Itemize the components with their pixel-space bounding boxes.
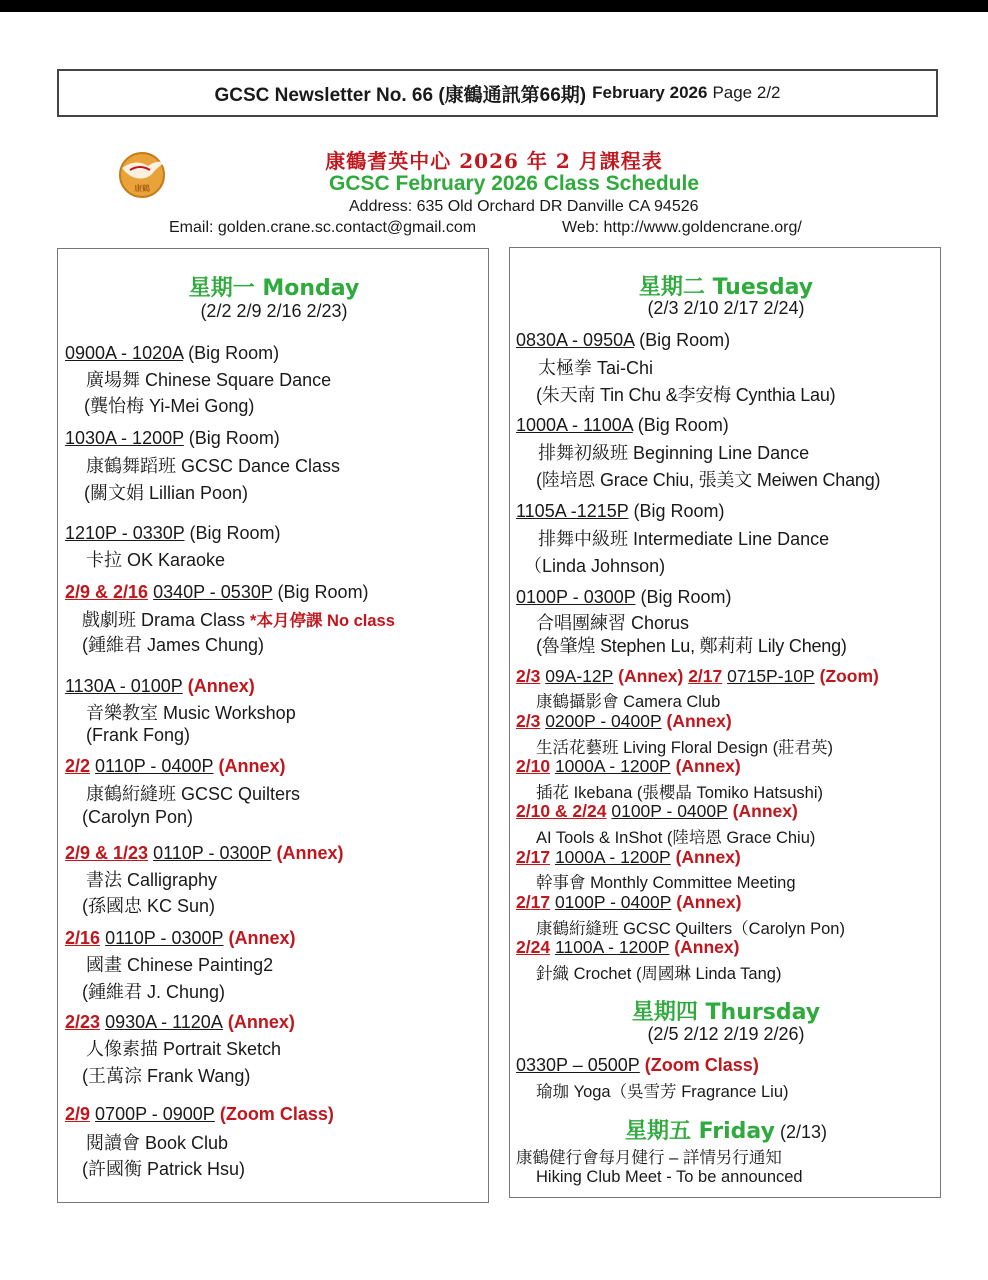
class-teacher: (許國衡 Patrick Hsu) bbox=[82, 1159, 246, 1179]
class-name: 瑜珈 Yoga（吳雪芳 Fragrance Liu) bbox=[536, 1083, 789, 1101]
class-name: 太極拳 Tai-Chi bbox=[538, 358, 654, 378]
class-name: 人像素描 Portrait Sketch bbox=[86, 1039, 282, 1059]
logo-text: 康鶴 bbox=[134, 184, 150, 193]
newsletter-header bbox=[57, 69, 938, 117]
class-time-row: 1000A - 1100A (Big Room) bbox=[516, 415, 729, 435]
schedule-title-english: GCSC February 2026 Class Schedule bbox=[329, 172, 699, 195]
class-time-row: 1105A -1215P (Big Room) bbox=[516, 501, 725, 521]
class-name: 書法 Calligraphy bbox=[86, 870, 218, 890]
class-name: 插花 Ikebana (張櫻晶 Tomiko Hatsushi) bbox=[536, 784, 824, 802]
class-teacher: (Carolyn Pon) bbox=[82, 807, 194, 827]
schedule-title-chinese: 康鶴耆英中心 2026 年 2 月課程表 bbox=[325, 149, 663, 173]
newsletter-title: GCSC Newsletter No. 66 (康鶴通訊第66期) bbox=[214, 84, 587, 106]
friday-date: (2/13) bbox=[774, 1122, 827, 1142]
class-name: 康鶴攝影會 Camera Club bbox=[536, 693, 721, 711]
class-time-row: 2/9 & 2/16 0340P - 0530P (Big Room) bbox=[65, 582, 369, 602]
class-time-row: 1030A - 1200P (Big Room) bbox=[65, 428, 280, 448]
class-name: 生活花藝班 Living Floral Design (莊君英) bbox=[536, 739, 834, 757]
class-name: 幹事會 Monthly Committee Meeting bbox=[536, 874, 796, 892]
monday-dates: (2/2 2/9 2/16 2/23) bbox=[200, 301, 348, 321]
class-teacher: (王萬淙 Frank Wang) bbox=[82, 1066, 251, 1086]
class-name: 廣場舞 Chinese Square Dance bbox=[86, 370, 332, 390]
class-name: 康鶴絎縫班 GCSC Quilters（Carolyn Pon) bbox=[536, 920, 845, 938]
class-name: 音樂教室 Music Workshop bbox=[86, 703, 296, 723]
class-time-row: 1210P - 0330P (Big Room) bbox=[65, 523, 281, 543]
class-time-row: 2/10 & 2/24 0100P - 0400P (Annex) bbox=[516, 801, 798, 821]
top-border bbox=[0, 0, 988, 12]
class-time-row: 2/2 0110P - 0400P (Annex) bbox=[65, 756, 286, 776]
class-name: 康鶴舞蹈班 GCSC Dance Class bbox=[86, 456, 341, 476]
friday-heading-row bbox=[510, 1114, 942, 1145]
website-url: Web: http://www.goldencrane.org/ bbox=[562, 219, 802, 236]
class-teacher: (孫國忠 KC Sun) bbox=[82, 896, 216, 916]
no-class-notice: *本月停課 No class bbox=[250, 612, 395, 630]
class-time-row: 2/17 1000A - 1200P (Annex) bbox=[516, 847, 741, 867]
class-name: 戲劇班 Drama Class *本月停課 No class bbox=[82, 610, 395, 630]
class-time-row: 0330P – 0500P (Zoom Class) bbox=[516, 1055, 759, 1075]
class-time-row: 2/24 1100A - 1200P (Annex) bbox=[516, 937, 740, 957]
thursday-heading: 星期四 Thursday bbox=[631, 1000, 821, 1025]
class-time-row: 2/16 0110P - 0300P (Annex) bbox=[65, 928, 296, 948]
class-time-row: 0100P - 0300P (Big Room) bbox=[516, 587, 732, 607]
class-teacher: (魯肇煌 Stephen Lu, 鄭莉莉 Lily Cheng) bbox=[536, 636, 847, 656]
class-teacher: （Linda Johnson) bbox=[524, 556, 666, 576]
class-time-row: 2/17 0100P - 0400P (Annex) bbox=[516, 892, 742, 912]
contact-email: Email: golden.crane.sc.contact@gmail.com bbox=[169, 219, 477, 236]
class-teacher: (陸培恩 Grace Chiu, 張美文 Meiwen Chang) bbox=[536, 470, 881, 490]
hiking-club-chinese: 康鶴健行會每月健行 – 詳情另行通知 bbox=[516, 1149, 782, 1167]
class-teacher: (Frank Fong) bbox=[86, 725, 191, 745]
monday-heading: 星期一 Monday bbox=[188, 276, 360, 301]
class-teacher: (鍾維君 J. Chung) bbox=[82, 982, 226, 1002]
tuesday-thursday-friday-column bbox=[509, 247, 941, 1198]
class-name: 卡拉 OK Karaoke bbox=[86, 550, 226, 570]
class-name: 國畫 Chinese Painting2 bbox=[86, 955, 274, 975]
newsletter-month: February 2026 bbox=[592, 83, 708, 102]
hiking-club-english: Hiking Club Meet - To be announced bbox=[536, 1168, 803, 1186]
class-time-row: 2/3 0200P - 0400P (Annex) bbox=[516, 711, 732, 731]
tuesday-dates: (2/3 2/10 2/17 2/24) bbox=[647, 298, 805, 318]
class-time-row: 0900A - 1020A (Big Room) bbox=[65, 343, 280, 363]
class-time-row: 2/9 & 1/23 0110P - 0300P (Annex) bbox=[65, 843, 344, 863]
newsletter-page: Page 2/2 bbox=[712, 83, 781, 102]
class-time-row: 0830A - 0950A (Big Room) bbox=[516, 330, 731, 350]
class-time-row: 2/3 09A-12P (Annex) 2/17 0715P-10P (Zoom) bbox=[516, 666, 879, 686]
friday-heading: 星期五 Friday bbox=[625, 1119, 775, 1144]
class-teacher: (龔怡梅 Yi-Mei Gong) bbox=[84, 396, 255, 416]
class-name: 針織 Crochet (周國琳 Linda Tang) bbox=[536, 965, 782, 983]
class-time-row: 2/23 0930A - 1120A (Annex) bbox=[65, 1012, 295, 1032]
class-teacher: (鍾維君 James Chung) bbox=[82, 635, 265, 655]
monday-column bbox=[57, 248, 489, 1203]
class-name: 合唱團練習 Chorus bbox=[536, 613, 690, 633]
class-name: AI Tools & InShot (陸培恩 Grace Chiu) bbox=[536, 829, 816, 847]
thursday-dates: (2/5 2/12 2/19 2/26) bbox=[647, 1024, 805, 1044]
class-time-row: 1130A - 0100P (Annex) bbox=[65, 676, 255, 696]
tuesday-heading: 星期二 Tuesday bbox=[638, 275, 814, 300]
center-address: Address: 635 Old Orchard DR Danville CA 94526 bbox=[349, 198, 699, 215]
class-name: 康鶴絎縫班 GCSC Quilters bbox=[86, 784, 301, 804]
class-name: 閱讀會 Book Club bbox=[86, 1133, 229, 1153]
class-time-row: 2/10 1000A - 1200P (Annex) bbox=[516, 756, 741, 776]
class-name: 排舞初級班 Beginning Line Dance bbox=[538, 443, 810, 463]
class-teacher: (朱天南 Tin Chu &李安梅 Cynthia Lau) bbox=[536, 385, 836, 405]
class-teacher: (關文娟 Lillian Poon) bbox=[84, 483, 249, 503]
class-time-row: 2/9 0700P - 0900P (Zoom Class) bbox=[65, 1104, 334, 1124]
class-name: 排舞中級班 Intermediate Line Dance bbox=[538, 529, 830, 549]
